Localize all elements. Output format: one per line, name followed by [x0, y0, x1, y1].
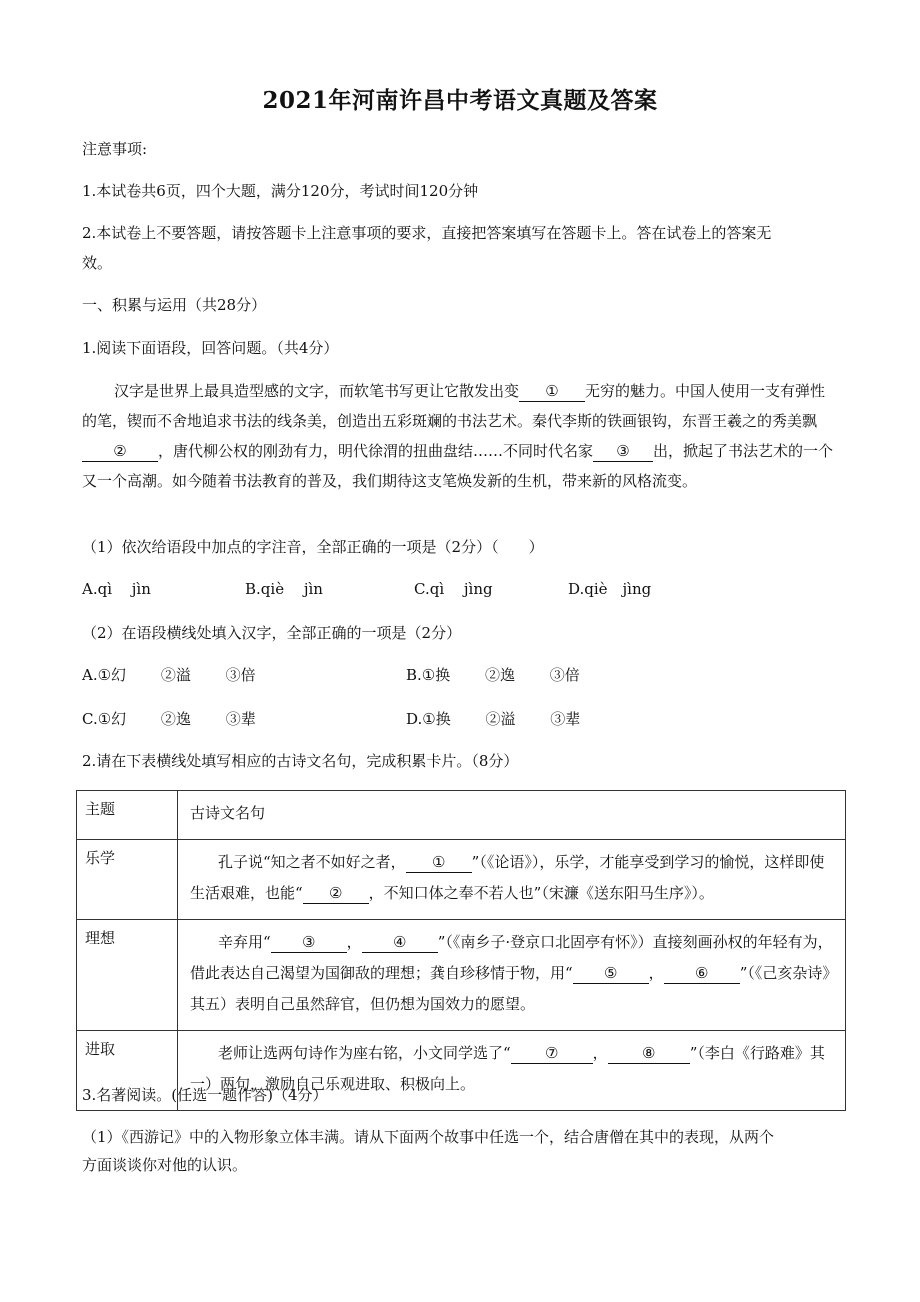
table-header-row	[77, 791, 846, 840]
blank-2: ②	[82, 441, 158, 462]
row-content: 孔子说“知之者不如好之者， ① ”（《论语》），乐学，才能享受到学习的愉悦，这样即使生活艰难，也能“ ② ，不知口体之奉不若人也”（宋濂《送东阳马生序》）。	[178, 840, 846, 920]
option-2c: C.①幻 ②逸 ③辈	[82, 710, 256, 728]
question-3-sub-1-line-1: （1）《西游记》中的入物形象立体丰满。请从下面两个故事中任选一个，结合唐僧在其中的表现，从两个	[82, 1128, 775, 1146]
header-theme: 主题	[77, 791, 178, 840]
blank-6: ⑥	[664, 963, 740, 984]
row-content: 老师让选两句诗作为座右铭，小文同学选了“ ⑦ ， ⑧ ”（李白《行路难》其一）两句，激励自己乐观进取、积极向上。	[178, 1031, 846, 1111]
notice-heading: 注意事项:	[82, 140, 148, 158]
notice-item-1: 1.本试卷共6页，四个大题，满分120分，考试时间120分钟	[82, 182, 479, 200]
question-3-sub-1-line-2: 方面谈谈你对他的认识。	[82, 1156, 248, 1174]
option-2d: D.①换 ②溢 ③辈	[406, 710, 581, 728]
question-1-heading: 1.阅读下面语段，回答问题。（共4分）	[82, 339, 339, 357]
option-2a: A.①幻 ②溢 ③倍	[82, 666, 256, 684]
blank-1: ①	[406, 852, 472, 873]
question-3-heading: 3.名著阅读。(任选一题作答)（4分）	[82, 1086, 328, 1104]
notice-item-2-line-2: 效。	[82, 254, 113, 272]
question-1-sub-1: （1）依次给语段中加点的字注音，全部正确的一项是（2分）（ ）	[82, 538, 544, 556]
section-1-heading: 一、积累与运用（共28分）	[82, 296, 267, 314]
header-quotes: 古诗文名句	[178, 791, 846, 840]
option-1b: B.qiè jìn	[245, 580, 323, 598]
row-theme: 理想	[77, 920, 178, 1031]
option-2b: B.①换 ②逸 ③倍	[406, 666, 580, 684]
option-1c: C.qì jìng	[414, 580, 493, 598]
table-row	[77, 840, 846, 920]
blank-3: ③	[271, 932, 347, 953]
question-2-heading: 2.请在下表横线处填写相应的古诗文名句，完成积累卡片。（8分）	[82, 752, 519, 770]
blank-8: ⑧	[608, 1043, 690, 1064]
option-1a: A.qì jìn	[82, 580, 151, 598]
blank-5: ⑤	[573, 963, 649, 984]
blank-4: ④	[362, 932, 438, 953]
option-1d: D.qiè jìng	[568, 580, 652, 598]
accumulation-card-table	[76, 790, 846, 1111]
blank-3: ③	[593, 441, 653, 462]
page-title: 2021年河南许昌中考语文真题及答案	[262, 87, 658, 114]
blank-2: ②	[303, 883, 369, 904]
notice-item-2-line-1: 2.本试卷上不要答题，请按答题卡上注意事项的要求，直接把答案填写在答题卡上。答在试卷上的答案无	[82, 224, 772, 242]
row-theme: 乐学	[77, 840, 178, 920]
blank-7: ⑦	[511, 1043, 593, 1064]
question-1-sub-2: （2）在语段横线处填入汉字，全部正确的一项是（2分）	[82, 624, 462, 642]
table-row	[77, 920, 846, 1031]
blank-1: ①	[519, 381, 585, 402]
question-1-passage: 汉字是世界上最具造型感的文字，而软笔书写更让它散发出变 ① 无穷的魅力。中国人使用一支有弹性的笔，锲而不舍地追求书法的线条美，创造出五彩斑斓的书法艺术。秦代李斯的铁画银钩，东晋王羲之的秀美飘② ，唐代柳公权的刚劲有力，明代徐渭的扭曲盘结……不同时代名家 ③ 出，掀起了书法艺术的一个又一个高潮。如今随着书法教育的普及，我们期待这支笔焕发新的生机，带来新的风格流变。	[82, 382, 834, 490]
row-content: 辛弃用“ ③ ， ④ ”（《南乡子·登京口北固亭有怀》）直接刻画孙权的年轻有为，借此表达自己渴望为国御敌的理想；龚自珍移情于物，用“ ⑤ ， ⑥ ”（《己亥杂诗》其五）表明自己虽然辞官，但仍想为国效力的愿望。	[178, 920, 846, 1031]
row-theme: 进取	[77, 1031, 178, 1111]
